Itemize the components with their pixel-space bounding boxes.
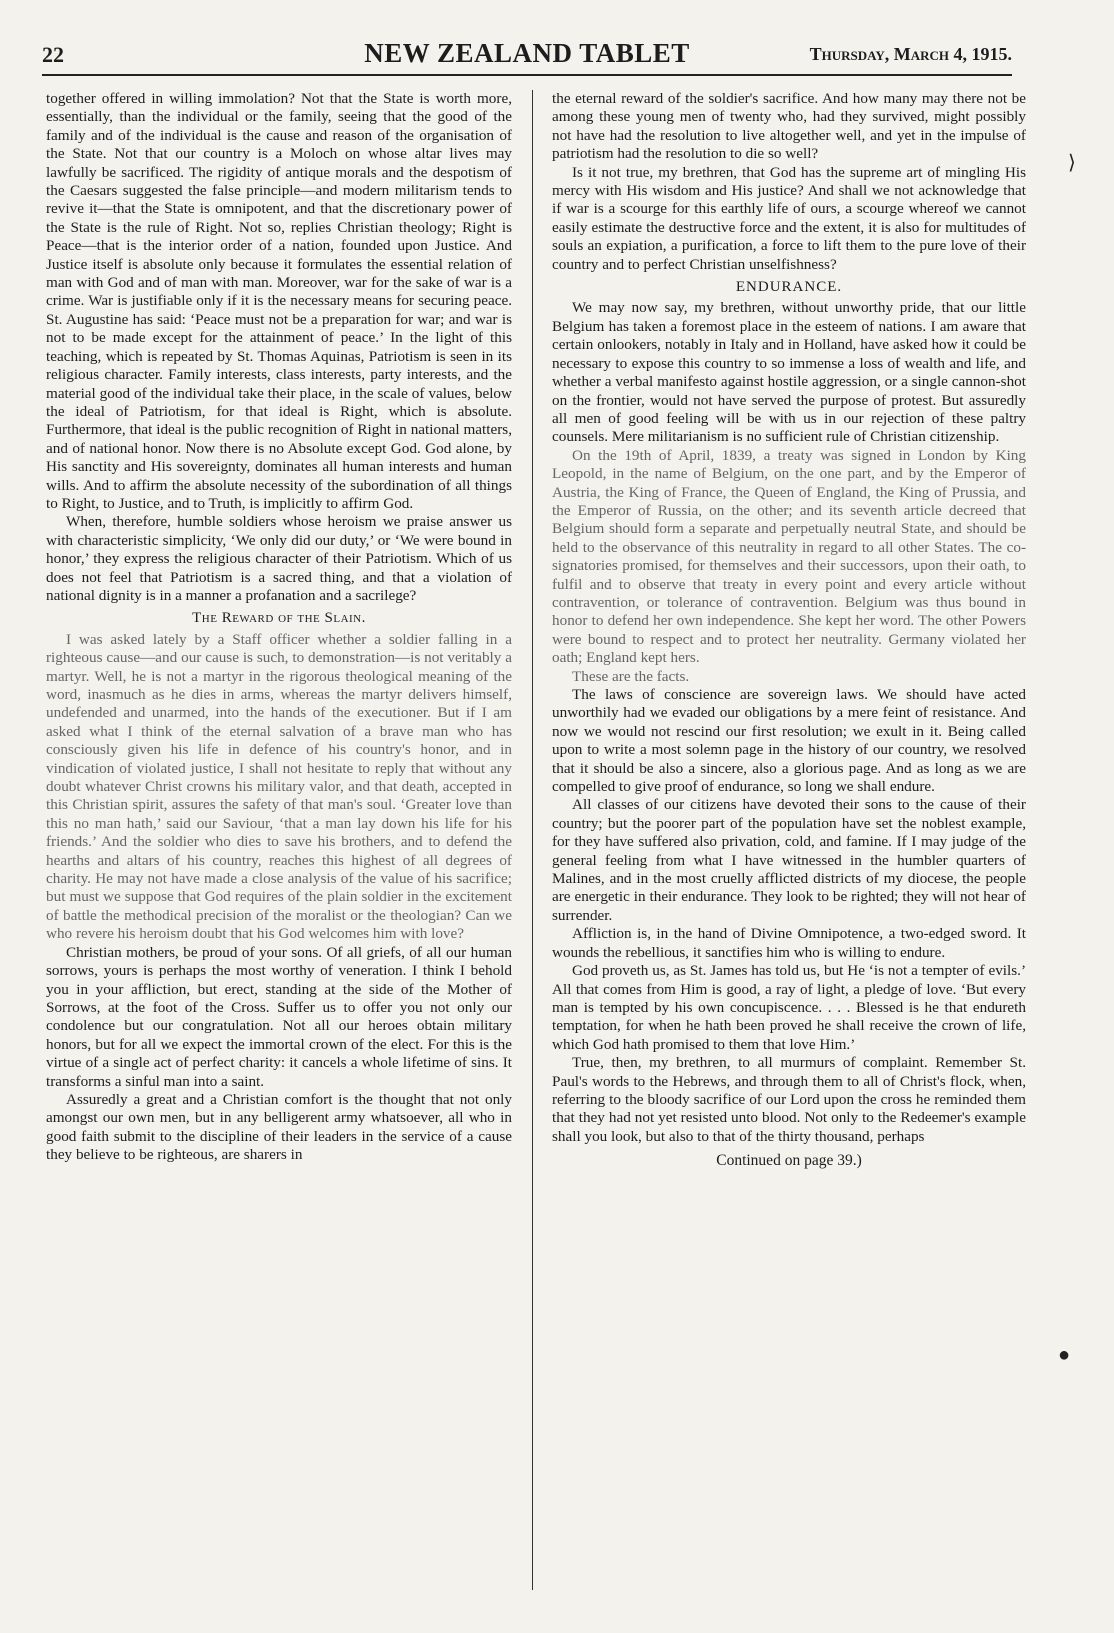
article-paragraph: I was asked lately by a Staff officer whether a soldier falling in a righteous cause—and our cause is such, to demonstration—is not veritably a martyr. Well, he is not a martyr in the rigorous theological meaning of the word, inasmuch as he dies in arms, whereas the martyr delivers himself, undefended and unarmed, into the hands of the executioner. But if I am asked what I think of the eternal salvation of a brave man who has consciously given his life in defence of his country's honor, and in vindication of violated justice, I shall not hesitate to reply that without any doubt whatever Christ crowns his military valor, and that death, accepted in this Christian spirit, assures the safety of that man's soul. ‘Greater love than this no man hath,’ said our Saviour, ‘that a man lay down his life for his friends.’ And the soldier who dies to save his brothers, and to defend the hearths and altars of his country, reaches this highest of all degrees of charity. He may not have made a close analysis of the value of his sacrifice; but must we suppose that God requires of the plain soldier in the excitement of battle the methodical precision of the moralist or the theologian? Can we who revere his heroism doubt that his God welcomes him with love?	[46, 630, 512, 943]
page-number: 22	[42, 42, 64, 67]
article-paragraph: Affliction is, in the hand of Divine Omnipotence, a two-edged sword. It wounds the rebellious, it sanctifies him who is willing to endure.	[552, 925, 1026, 961]
issue-date: Thursday, March 4, 1915.	[809, 44, 1012, 64]
left-column	[46, 90, 512, 1610]
article-paragraph: The laws of conscience are sovereign laws. We should have acted unworthily had we evaded our obligations by a mere feint of resistance. And now we would not rescind our first resolution; we exult in it. Being called upon to write a most solemn page in the history of our country, we resolved that it should be also a sincere, also a glorious page. And as long as we are compelled to give proof of endurance, so long we shall endure.	[552, 686, 1026, 796]
margin-mark-icon: ⟩	[1068, 152, 1076, 174]
article-paragraph: When, therefore, humble soldiers whose heroism we praise answer us with characteristic simplicity, ‘We only did our duty,’ or ‘We were bound in honor,’ they express the religious character of their Patriotism. Which of us does not feel that Patriotism is a sacred thing, and that a violation of national dignity is in a manner a profanation and a sacrilege?	[46, 513, 512, 604]
article-paragraph: together offered in willing immolation? Not that the State is worth more, essentially, than the individual or the family, seeing that the good of the family and of the individual is the cause and reason of the organisation of the State. Not that our country is a Moloch on whose altar lives may lawfully be sacrificed. The rigidity of antique morals and the despotism of the Caesars suggested the false principle—and modern militarism tends to revive it—that the State is omnipotent, and that the discretionary power of the State is the rule of Right. Not so, replies Christian theology; Right is Peace—that is the interior order of a nation, founded upon Justice. And Justice itself is absolute only because it formulates the essential relation of man with God and of man with man. Moreover, war for the sake of war is a crime. War is justifiable only if it is the necessary means for securing peace. St. Augustine has said: ‘Peace must not be a preparation for war; and war is not to be made except for the attainment of peace.’ In the light of this teaching, which is repeated by St. Thomas Aquinas, Patriotism is seen in its religious character. Family interests, class interests, party interests, and the material good of the individual take their place, in the scale of values, below the ideal of Patriotism, for that ideal is Right, which is absolute. Furthermore, that ideal is the public recognition of Right in national matters, and of national honor. Now there is no Absolute except God. God alone, by His sanctity and His sovereignty, dominates all human interests and human wills. And to affirm the absolute necessity of the subordination of all things to Right, to Justice, and to Truth, is implicitly to affirm God.	[46, 90, 512, 512]
section-heading-endurance: ENDURANCE.	[735, 279, 843, 296]
masthead-title: NEW ZEALAND TABLET	[364, 38, 690, 68]
article-paragraph: These are the facts.	[572, 667, 690, 685]
article-paragraph: True, then, my brethren, to all murmurs of complaint. Remember St. Paul's words to the Hebrews, and through them to all of Christ's flock, when, referring to the bloody sacrifice of our Lord upon the cross he reminded them that they had not yet resisted unto blood. Not only to the Redeemer's example shall you look, but also to that of the thirty thousand, perhaps	[552, 1054, 1026, 1145]
article-paragraph: On the 19th of April, 1839, a treaty was signed in London by King Leopold, in the name of Belgium, on the one part, and by the Emperor of Austria, the King of France, the Queen of England, the King of Prussia, and the Emperor of Russia, on the other; and its seventh article decreed that Belgium should form a separate and perpetually neutral State, and should be held to the observance of this neutrality in regard to all other States. The co-signatories promised, for themselves and their successors, upon their oath, to fulfil and to observe that treaty in every point and every article without contravention, or tolerance of contravention. Belgium was thus bound in honor to defend her own independence. She kept her word. The other Powers were bound to respect and to protect her neutrality. Germany violated her oath; England kept hers.	[552, 446, 1026, 667]
article-paragraph: We may now say, my brethren, without unworthy pride, that our little Belgium has taken a foremost place in the esteem of nations. I am aware that certain onlookers, notably in Italy and in Holland, have asked how it could be necessary to expose this country to so immense a loss of wealth and life, and whether a verbal manifesto against hostile aggression, or a single cannon-shot on the frontier, would not have served the purpose of protest. But assuredly all men of good feeling will be with us in our rejection of these paltry counsels. Mere militarianism is no sufficient rule of Christian citizenship.	[552, 299, 1026, 446]
article-paragraph: the eternal reward of the soldier's sacrifice. And how many may there not be among these young men of twenty who, had they survived, might possibly not have had the resolution to live altogether well, and yet in the impulse of patriotism had the resolution to die so well?	[552, 90, 1026, 163]
continued-note: Continued on page 39.)	[716, 1152, 862, 1170]
section-heading-reward: The Reward of the Slain.	[192, 610, 366, 627]
column-divider	[532, 90, 533, 1590]
ink-blot-icon: ●	[1058, 1344, 1071, 1366]
article-paragraph: Assuredly a great and a Christian comfort is the thought that not only amongst our own men, but in any belligerent army whatsoever, all who in good faith submit to the discipline of their leaders in the service of a cause they believe to be righteous, are sharers in	[46, 1090, 512, 1164]
page-header	[42, 38, 1012, 76]
article-paragraph: All classes of our citizens have devoted their sons to the cause of their country; but the poorer part of the population have set the noblest example, for they have suffered also privation, cold, and famine. If I may judge of the general feeling from what I have witnessed in the humbler quarters of Malines, and in the most cruelly afflicted districts of my diocese, the people are energetic in their endurance. They look to be righted; they will not hear of surrender.	[552, 796, 1026, 924]
article-paragraph: Christian mothers, be proud of your sons. Of all griefs, of all our human sorrows, yours is perhaps the most worthy of veneration. I think I behold you in your affliction, but erect, standing at the side of the Mother of Sorrows, at the foot of the Cross. Suffer us to offer you not only our condolence but our congratulation. Not all our heroes obtain military honors, but for all we expect the immortal crown of the elect. For this is the virtue of a single act of perfect charity: it cancels a whole lifetime of sins. It transforms a sinful man into a saint.	[46, 943, 512, 1090]
article-paragraph: God proveth us, as St. James has told us, but He ‘is not a tempter of evils.’ All that comes from Him is good, a ray of light, a pledge of love. ‘But every man is tempted by his own concupiscence. . . . Blessed is he that endureth temptation, for when he hath been proved he shall receive the crown of life, which God hath promised to them that love Him.’	[552, 962, 1026, 1053]
article-paragraph: Is it not true, my brethren, that God has the supreme art of mingling His mercy with His wisdom and His justice? And shall we not acknowledge that if war is a scourge for this earthly life of ours, a scourge whereof we cannot easily estimate the destructive force and the extent, it is also for multitudes of souls an expiation, a purification, a force to lift them to the pure love of their country and to perfect Christian unselfishness?	[552, 163, 1026, 273]
right-column	[552, 90, 1026, 1610]
